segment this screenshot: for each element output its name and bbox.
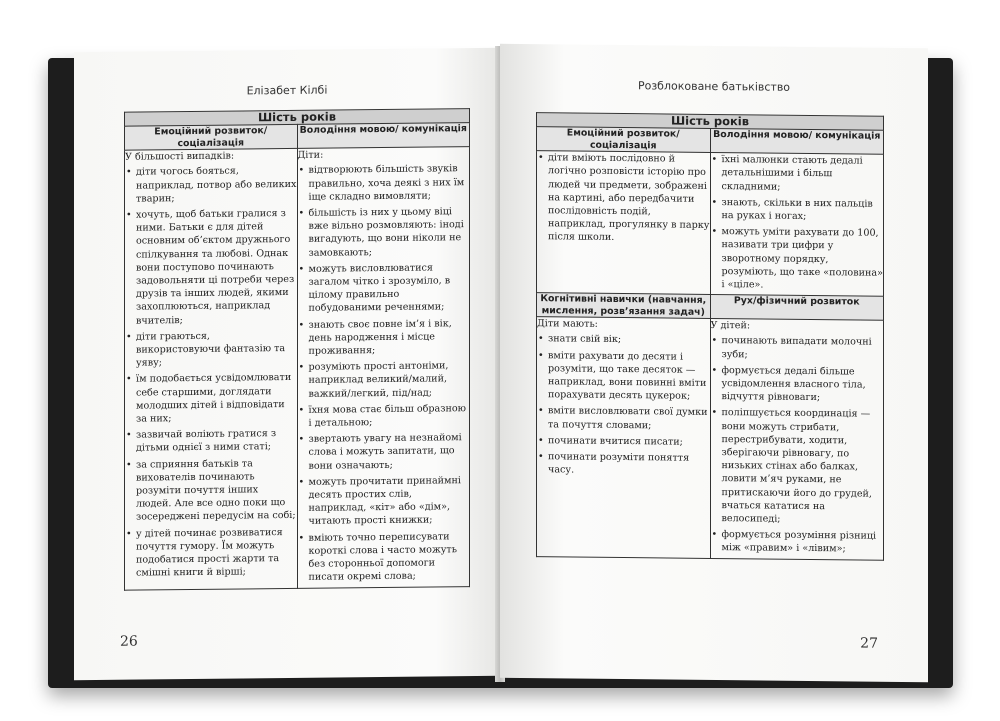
physical-cell: [710, 319, 884, 560]
list-item: • розуміють прості антоніми, наприклад великий/малий, важкий/легкий, під/над;: [298, 359, 470, 400]
list-item: • діти вміють послідовно й логічно розповісти історію про людей чи предмети, зображені на картині, або передбачити послідовність подій, наприклад, прогулянку в парку після школи.: [537, 151, 710, 245]
running-head-author: Елізабет Кілбі: [246, 83, 328, 98]
cognitive-list: [537, 333, 710, 479]
emotional-list: [537, 151, 710, 245]
list-item: • знають, скільки в них пальців на руках і ногах;: [711, 196, 884, 224]
list-item: • знати свій вік;: [537, 333, 710, 348]
list-item: • їм подобається усвідомлювати себе старшими, доглядати молодших дітей і відповідати за них;: [125, 371, 297, 426]
list-item: • за сприяння батьків та вихователів починають розуміти почуття інших людей. Але все одно поки що зосереджені передусім на собі;: [125, 457, 297, 525]
list-item: • відтворюють більшість звуків правильно, хоча деякі з них їм іще складно вимовляти;: [298, 163, 470, 204]
list-item: • вміють точно переписувати короткі слова і часто можуть без сторонньої допомоги писати окремі слова;: [298, 530, 470, 585]
list-item: • звертають увагу на незнайомі слова і можуть запитати, що вони означають;: [298, 431, 470, 472]
table-title: Шість років: [125, 109, 470, 127]
cognitive-cell: [537, 317, 711, 558]
list-item: • більшість із них у цьому віці вже вільно розмовляють: іноді вигадують, що вони ніколи не замовкають;: [298, 205, 470, 260]
table-title: Шість років: [537, 113, 884, 131]
emotional-cell: [537, 151, 711, 295]
list-item: • хочуть, щоб батьки гралися з ними. Батьки є для дітей основним об’єктом дружнього спілкування та любові. Однак вони поступово починають задовольняти ці потреби через друзів та інших людей, якими захоплюються, наприклад вчителів;: [125, 207, 297, 328]
list-item: • вміти висловлювати свої думки та почуття словами;: [537, 405, 710, 433]
list-item: • знають своє повне ім’я і вік, день народження і місце проживання;: [298, 317, 470, 358]
physical-list: [711, 334, 884, 556]
list-item: • можуть прочитати принаймні десять простих слів, наприклад, «кіт» або «дім», читають прості книжки;: [298, 474, 470, 529]
column-header-cognitive: Когнітивні навички (навчання, мислення, розв’язання задач): [537, 293, 711, 319]
language-list: [711, 153, 884, 293]
list-item: • починати розуміти поняття часу.: [537, 450, 710, 478]
emotional-list: [125, 164, 297, 580]
list-item: • поліпшується координація — вони можуть стрибати, перестрибувати, ходити, зберігаючи рівновагу, по низьких стінах або балках, ловити м’яч руками, не притискаючи його до грудей, вчаться кататися на велосипеді;: [711, 406, 884, 527]
list-item: • можуть уміти рахувати до 100, називати три цифри у зворотному порядку, розуміють, що таке «половина» і «ціле».: [711, 225, 884, 293]
cell-intro: Діти:: [297, 149, 324, 162]
development-table-right: [536, 112, 884, 560]
development-table-left: [124, 108, 470, 590]
column-header-emotional: Емоційний розвиток/ соціалізація: [125, 125, 298, 151]
cell-intro: У більшості випадків:: [125, 150, 235, 163]
language-cell: [710, 153, 884, 297]
list-item: • можуть висловлюватися загалом чітко і зрозуміло, в цілому правильно побудованими реченнями;: [298, 261, 470, 316]
list-item: • формується розуміння різниці між «правим» і «лівим»;: [711, 528, 884, 556]
column-header-language: Володіння мовою/ комунікація: [297, 123, 470, 149]
emotional-cell: [125, 149, 298, 590]
list-item: • зазвичай воліють гратися з дітьми однієї з ними статі;: [125, 427, 297, 455]
list-item: • їхня мова стає більш образною і детальною;: [298, 402, 470, 430]
left-page: [74, 48, 500, 680]
language-cell: [297, 147, 470, 588]
list-item: • діти чогось бояться, наприклад, потвор або великих тварин;: [125, 164, 297, 205]
list-item: • вміти рахувати до десяти і розуміти, що таке десяток — наприклад, вони повинні вміти порахувати десять цукерок;: [537, 349, 710, 404]
cell-intro: Діти мають:: [537, 318, 598, 331]
running-head-title: Розблоковане батьківство: [637, 79, 791, 94]
page-number: 27: [860, 635, 878, 652]
list-item: • формується дедалі більше усвідомлення власного тіла, відчуття рівноваги;: [711, 364, 884, 405]
cell-intro: У дітей:: [710, 320, 751, 332]
list-item: • у дітей починає розвиватися почуття гумору. Їм можуть подобатися прості жарти та смішні книги й вірші;: [125, 526, 297, 581]
language-list: [298, 163, 470, 585]
list-item: • починати вчитися писати;: [537, 434, 710, 449]
column-header-physical: Рух/фізичний розвиток: [710, 295, 884, 321]
list-item: • їхні малюнки стають дедалі детальнішими і більш складними;: [711, 153, 884, 194]
right-page: [500, 44, 928, 682]
list-item: • діти граються, використовуючи фантазію та уяву;: [125, 329, 297, 370]
list-item: • починають випадати молочні зуби;: [711, 334, 884, 362]
column-header-language: Володіння мовою/ комунікація: [710, 129, 884, 155]
column-header-emotional: Емоційний розвиток/ соціалізація: [537, 127, 711, 153]
page-number: 26: [120, 633, 138, 650]
